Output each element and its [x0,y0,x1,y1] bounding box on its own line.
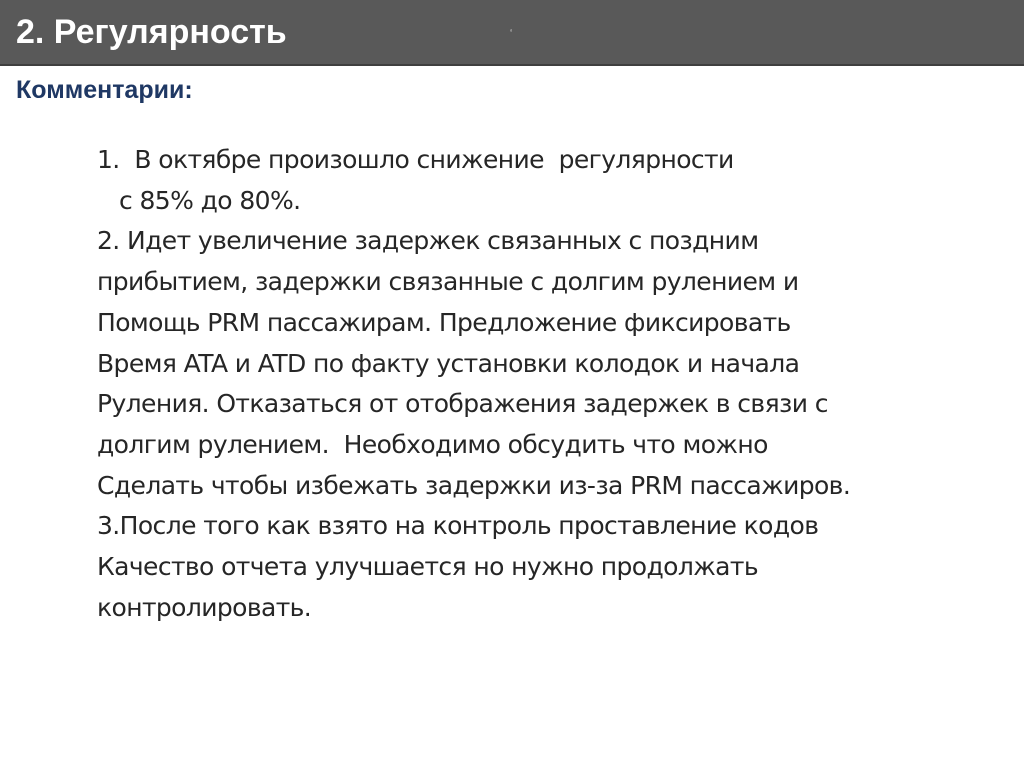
body-line: Помощь PRM пассажирам. Предложение фиксировать [97,307,791,337]
body-line: контролировать. [97,592,312,622]
body-line: Время ATA и ATD по факту установки колодок и начала [97,348,800,378]
body-line: с 85% до 80%. [119,185,301,215]
comments-heading: Комментарии: [16,76,193,104]
body-line: прибытием, задержки связанные с долгим рулением и [97,267,799,297]
body-line: Сделать чтобы избежать задержки из-за PRM пассажиров. [97,470,851,500]
body-line: Руления. Отказаться от отображения задержек в связи с [97,389,828,419]
body-line: 2. Идет увеличение задержек связанных с поздним [97,226,759,256]
body-line: 1. В октябре произошло снижение регулярности [97,145,734,174]
body-line: 3.После того как взято на контроль проставление кодов [97,511,819,541]
body-line: долгим рулением. Необходимо обсудить что можно [97,429,768,459]
title-bar [0,0,1024,66]
slide-title: 2. Регулярность [16,13,287,51]
comments-body [97,140,997,628]
body-line: Качество отчета улучшается но нужно продолжать [97,552,758,582]
title-mark: ‘ [510,28,513,39]
